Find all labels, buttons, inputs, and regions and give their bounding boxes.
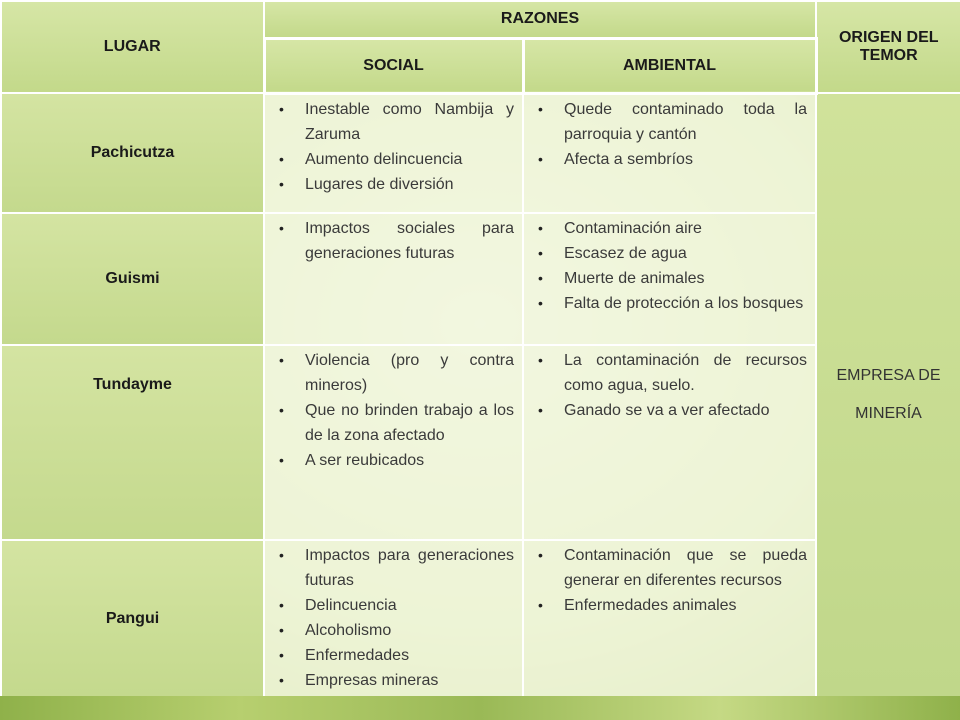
bullet-icon: •: [279, 622, 284, 638]
ambiental-cell: [523, 213, 816, 345]
bullet-icon: •: [279, 100, 284, 117]
bullet-icon: •: [538, 547, 543, 563]
bullet-icon: •: [279, 672, 284, 688]
list-item: • Contaminación aire: [564, 216, 807, 241]
origin-line-1: EMPRESA DE: [836, 366, 941, 384]
place-pangui: Pangui: [1, 540, 264, 697]
bullet-icon: •: [538, 270, 543, 286]
bullet-icon: •: [538, 150, 543, 167]
bullet-icon: •: [279, 647, 284, 663]
bullet-icon: •: [538, 100, 543, 117]
bullet-icon: •: [538, 295, 543, 311]
social-cell: [264, 345, 523, 540]
list-item: • Enfermedades animales: [564, 593, 807, 618]
bullet-icon: •: [538, 402, 543, 418]
bullet-icon: •: [538, 597, 543, 613]
list-item: • Violencia (pro y contra mineros): [305, 348, 514, 398]
bullet-icon: •: [538, 220, 543, 236]
list-item: • Delincuencia: [305, 593, 514, 618]
list-item: • Falta de protección a los bosques: [564, 291, 807, 316]
place-guismi: Guismi: [1, 213, 264, 345]
origin-cell: [816, 93, 960, 697]
ambiental-cell: [523, 93, 816, 213]
list-item: • Contaminación que se pueda generar en diferentes recursos: [564, 543, 807, 593]
list-item: • Afecta a sembríos: [564, 147, 807, 172]
social-cell: [264, 540, 523, 697]
bullet-icon: •: [279, 452, 284, 468]
social-cell: [264, 93, 523, 213]
list-item: • Aumento delincuencia: [305, 147, 514, 172]
list-item: • La contaminación de recursos como agua, suelo.: [564, 348, 807, 398]
list-item: • Inestable como Nambija y Zaruma: [305, 97, 514, 147]
bullet-icon: •: [279, 597, 284, 613]
list-item: • Impactos sociales para generaciones futuras: [305, 216, 514, 266]
bullet-icon: •: [279, 150, 284, 167]
header-lugar: LUGAR: [1, 1, 264, 93]
place-tundayme: Tundayme: [1, 345, 264, 540]
list-item: • A ser reubicados: [305, 448, 514, 473]
list-item: • Ganado se va a ver afectado: [564, 398, 807, 423]
bullet-icon: •: [279, 352, 284, 368]
bullet-icon: •: [538, 352, 543, 368]
list-item: • Quede contaminado toda la parroquia y cantón: [564, 97, 807, 147]
list-item: • Escasez de agua: [564, 241, 807, 266]
origin-line-2: MINERÍA: [855, 405, 922, 422]
list-item: • Que no brinden trabajo a los de la zona afectado: [305, 398, 514, 448]
ambiental-cell: [523, 540, 816, 697]
table-row: [1, 93, 960, 213]
list-item: • Lugares de diversión: [305, 172, 514, 197]
bullet-icon: •: [538, 245, 543, 261]
social-cell: [264, 213, 523, 345]
list-item: • Alcoholismo: [305, 618, 514, 643]
list-item: • Impactos para generaciones futuras: [305, 543, 514, 593]
list-item: • Empresas mineras: [305, 668, 514, 693]
decorative-footer-band: [0, 696, 960, 720]
bullet-icon: •: [279, 175, 284, 192]
ambiental-cell: [523, 345, 816, 540]
header-origen: ORIGEN DEL TEMOR: [816, 1, 960, 93]
header-razones: RAZONES: [264, 1, 816, 38]
bullet-icon: •: [279, 547, 284, 563]
bullet-icon: •: [279, 402, 284, 418]
list-item: • Enfermedades: [305, 643, 514, 668]
header-ambiental: AMBIENTAL: [523, 38, 816, 93]
list-item: • Muerte de animales: [564, 266, 807, 291]
header-social: SOCIAL: [264, 38, 523, 93]
bullet-icon: •: [279, 220, 284, 236]
place-pachicutza: Pachicutza: [1, 93, 264, 213]
